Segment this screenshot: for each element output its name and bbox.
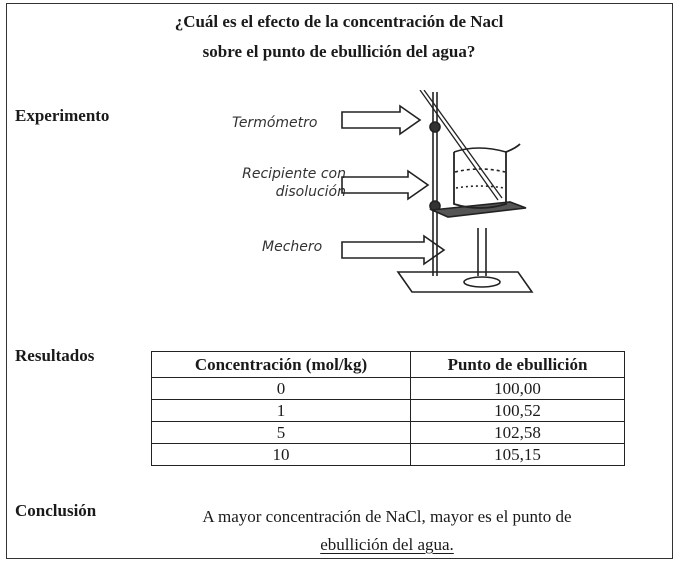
conclusion-line-2: ebullición del agua. <box>320 535 454 554</box>
arrow-termometro-icon <box>342 106 420 134</box>
cell-punto-ebullicion: 100,52 <box>411 400 625 422</box>
cell-punto-ebullicion: 100,00 <box>411 378 625 400</box>
table-row <box>152 400 625 422</box>
cell-punto-ebullicion: 105,15 <box>411 444 625 466</box>
stand-base <box>398 272 532 292</box>
page-title-line-1: ¿Cuál es el efecto de la concentración de Nacl <box>174 12 504 31</box>
table-header-row <box>152 352 625 378</box>
section-experimento: Experimento <box>15 106 110 125</box>
label-mechero: Mechero <box>262 239 323 255</box>
cell-concentracion: 0 <box>152 378 411 400</box>
arrow-recipiente-icon <box>342 171 428 199</box>
gauze-ring <box>432 202 526 217</box>
conclusion-line-1: A mayor concentración de NaCl, mayor es el punto de <box>202 507 572 526</box>
label-recipiente-line-2: disolución <box>275 184 346 200</box>
label-recipiente-line-1: Recipiente con <box>242 166 346 182</box>
header-punto-ebullicion: Punto de ebullición <box>411 352 625 378</box>
arrow-mechero-icon <box>342 236 444 264</box>
experiment-apparatus-illustration <box>320 90 550 300</box>
label-termometro: Termómetro <box>232 115 318 131</box>
table-row <box>152 378 625 400</box>
results-table <box>151 351 625 466</box>
cell-concentracion: 5 <box>152 422 411 444</box>
conclusion-text <box>150 503 624 559</box>
header-concentracion: Concentración (mol/kg) <box>152 352 411 378</box>
table-row <box>152 422 625 444</box>
cell-concentracion: 10 <box>152 444 411 466</box>
thermometer <box>420 90 498 200</box>
section-resultados: Resultados <box>15 346 95 365</box>
cell-concentracion: 1 <box>152 400 411 422</box>
section-conclusion: Conclusión <box>15 501 97 520</box>
cell-punto-ebullicion: 102,58 <box>411 422 625 444</box>
beaker <box>454 144 520 208</box>
table-row <box>152 444 625 466</box>
page-title-line-2: sobre el punto de ebullición del agua? <box>202 42 476 61</box>
